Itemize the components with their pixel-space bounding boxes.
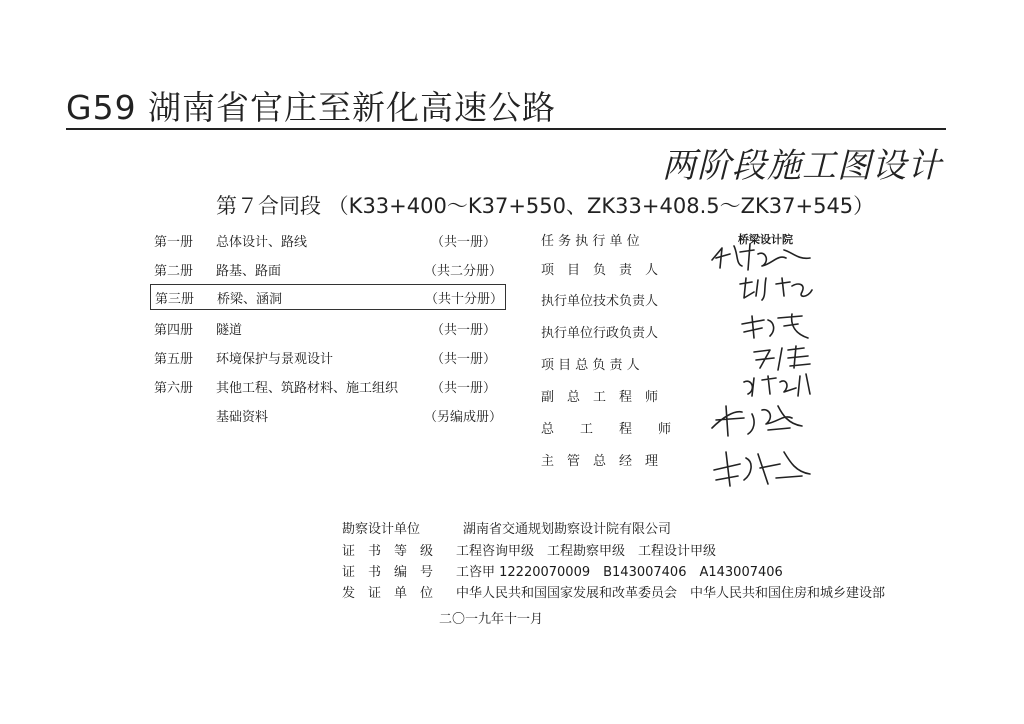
role-label: 任 务 执 行 单 位 bbox=[541, 234, 640, 249]
info-label: 发 证 单 位 bbox=[342, 586, 434, 601]
role-label: 项 目 负 责 人 bbox=[541, 263, 659, 278]
volume-row bbox=[154, 345, 504, 369]
volume-number: 第六册 bbox=[154, 381, 194, 396]
role-label: 主 管 总 经 理 bbox=[541, 454, 659, 469]
design-unit-stamp: 桥梁设计院 bbox=[738, 233, 793, 246]
handwritten-signature bbox=[738, 312, 812, 342]
role-label: 执行单位行政负责人 bbox=[541, 326, 659, 341]
volume-row bbox=[154, 257, 504, 281]
info-label: 勘察设计单位 bbox=[342, 522, 421, 537]
handwritten-signature bbox=[740, 372, 820, 400]
handwritten-signature bbox=[748, 344, 818, 372]
info-value: 工程咨询甲级 工程勘察甲级 工程设计甲级 bbox=[456, 544, 717, 559]
volume-title: 其他工程、筑路材料、施工组织 bbox=[216, 381, 399, 396]
info-value: 中华人民共和国国家发展和改革委员会 中华人民共和国住房和城乡建设部 bbox=[456, 586, 886, 601]
volume-count: （共一册） bbox=[431, 323, 497, 338]
volume-number: 第二册 bbox=[154, 264, 194, 279]
volume-title: 路基、路面 bbox=[216, 264, 282, 279]
volume-row bbox=[154, 374, 504, 398]
volume-count: （共一册） bbox=[431, 235, 497, 250]
volume-count: （共二分册） bbox=[424, 264, 503, 279]
role-label: 副 总 工 程 师 bbox=[541, 390, 659, 405]
volume-number: 第四册 bbox=[154, 323, 194, 338]
volume-count: （共一册） bbox=[431, 352, 497, 367]
volume-count: （共一册） bbox=[431, 381, 497, 396]
design-stage-subtitle: 两阶段施工图设计 bbox=[662, 146, 942, 186]
volume-row bbox=[154, 316, 504, 340]
volume-row bbox=[154, 228, 504, 252]
volume-count: （另编成册） bbox=[424, 410, 503, 425]
volume-title: 桥梁、涵洞 bbox=[217, 292, 283, 307]
role-label: 项 目 总 负 责 人 bbox=[541, 358, 640, 373]
volume-number: 第五册 bbox=[154, 352, 194, 367]
volume-title: 隧道 bbox=[216, 323, 243, 338]
volume-title: 环境保护与景观设计 bbox=[216, 352, 334, 367]
volume-title: 总体设计、路线 bbox=[216, 235, 308, 250]
info-value: 工咨甲 12220070009 B143007406 A143007406 bbox=[456, 565, 783, 580]
role-label: 执行单位技术负责人 bbox=[541, 294, 659, 309]
handwritten-signature bbox=[708, 398, 808, 442]
info-label: 证 书 编 号 bbox=[342, 565, 434, 580]
contract-section-line: 第７合同段 （K33+400～K37+550、ZK33+408.5～ZK37+545） bbox=[216, 194, 875, 218]
issue-date: 二〇一九年十一月 bbox=[439, 612, 544, 627]
handwritten-signature bbox=[706, 240, 816, 272]
volume-number: 第一册 bbox=[154, 235, 194, 250]
volume-title: 基础资料 bbox=[216, 410, 269, 425]
title-divider bbox=[66, 128, 946, 130]
main-title: G59 湖南省官庄至新化高速公路 bbox=[66, 88, 557, 127]
handwritten-signature bbox=[710, 444, 816, 490]
handwritten-signature bbox=[736, 274, 816, 302]
volume-count: （共十分册） bbox=[425, 292, 504, 307]
volume-number: 第三册 bbox=[155, 292, 195, 307]
info-value: 湖南省交通规划勘察设计院有限公司 bbox=[463, 522, 672, 537]
volume-row bbox=[154, 403, 504, 427]
info-label: 证 书 等 级 bbox=[342, 544, 434, 559]
role-label: 总 工 程 师 bbox=[541, 422, 672, 437]
volume-row-highlighted bbox=[150, 284, 506, 310]
